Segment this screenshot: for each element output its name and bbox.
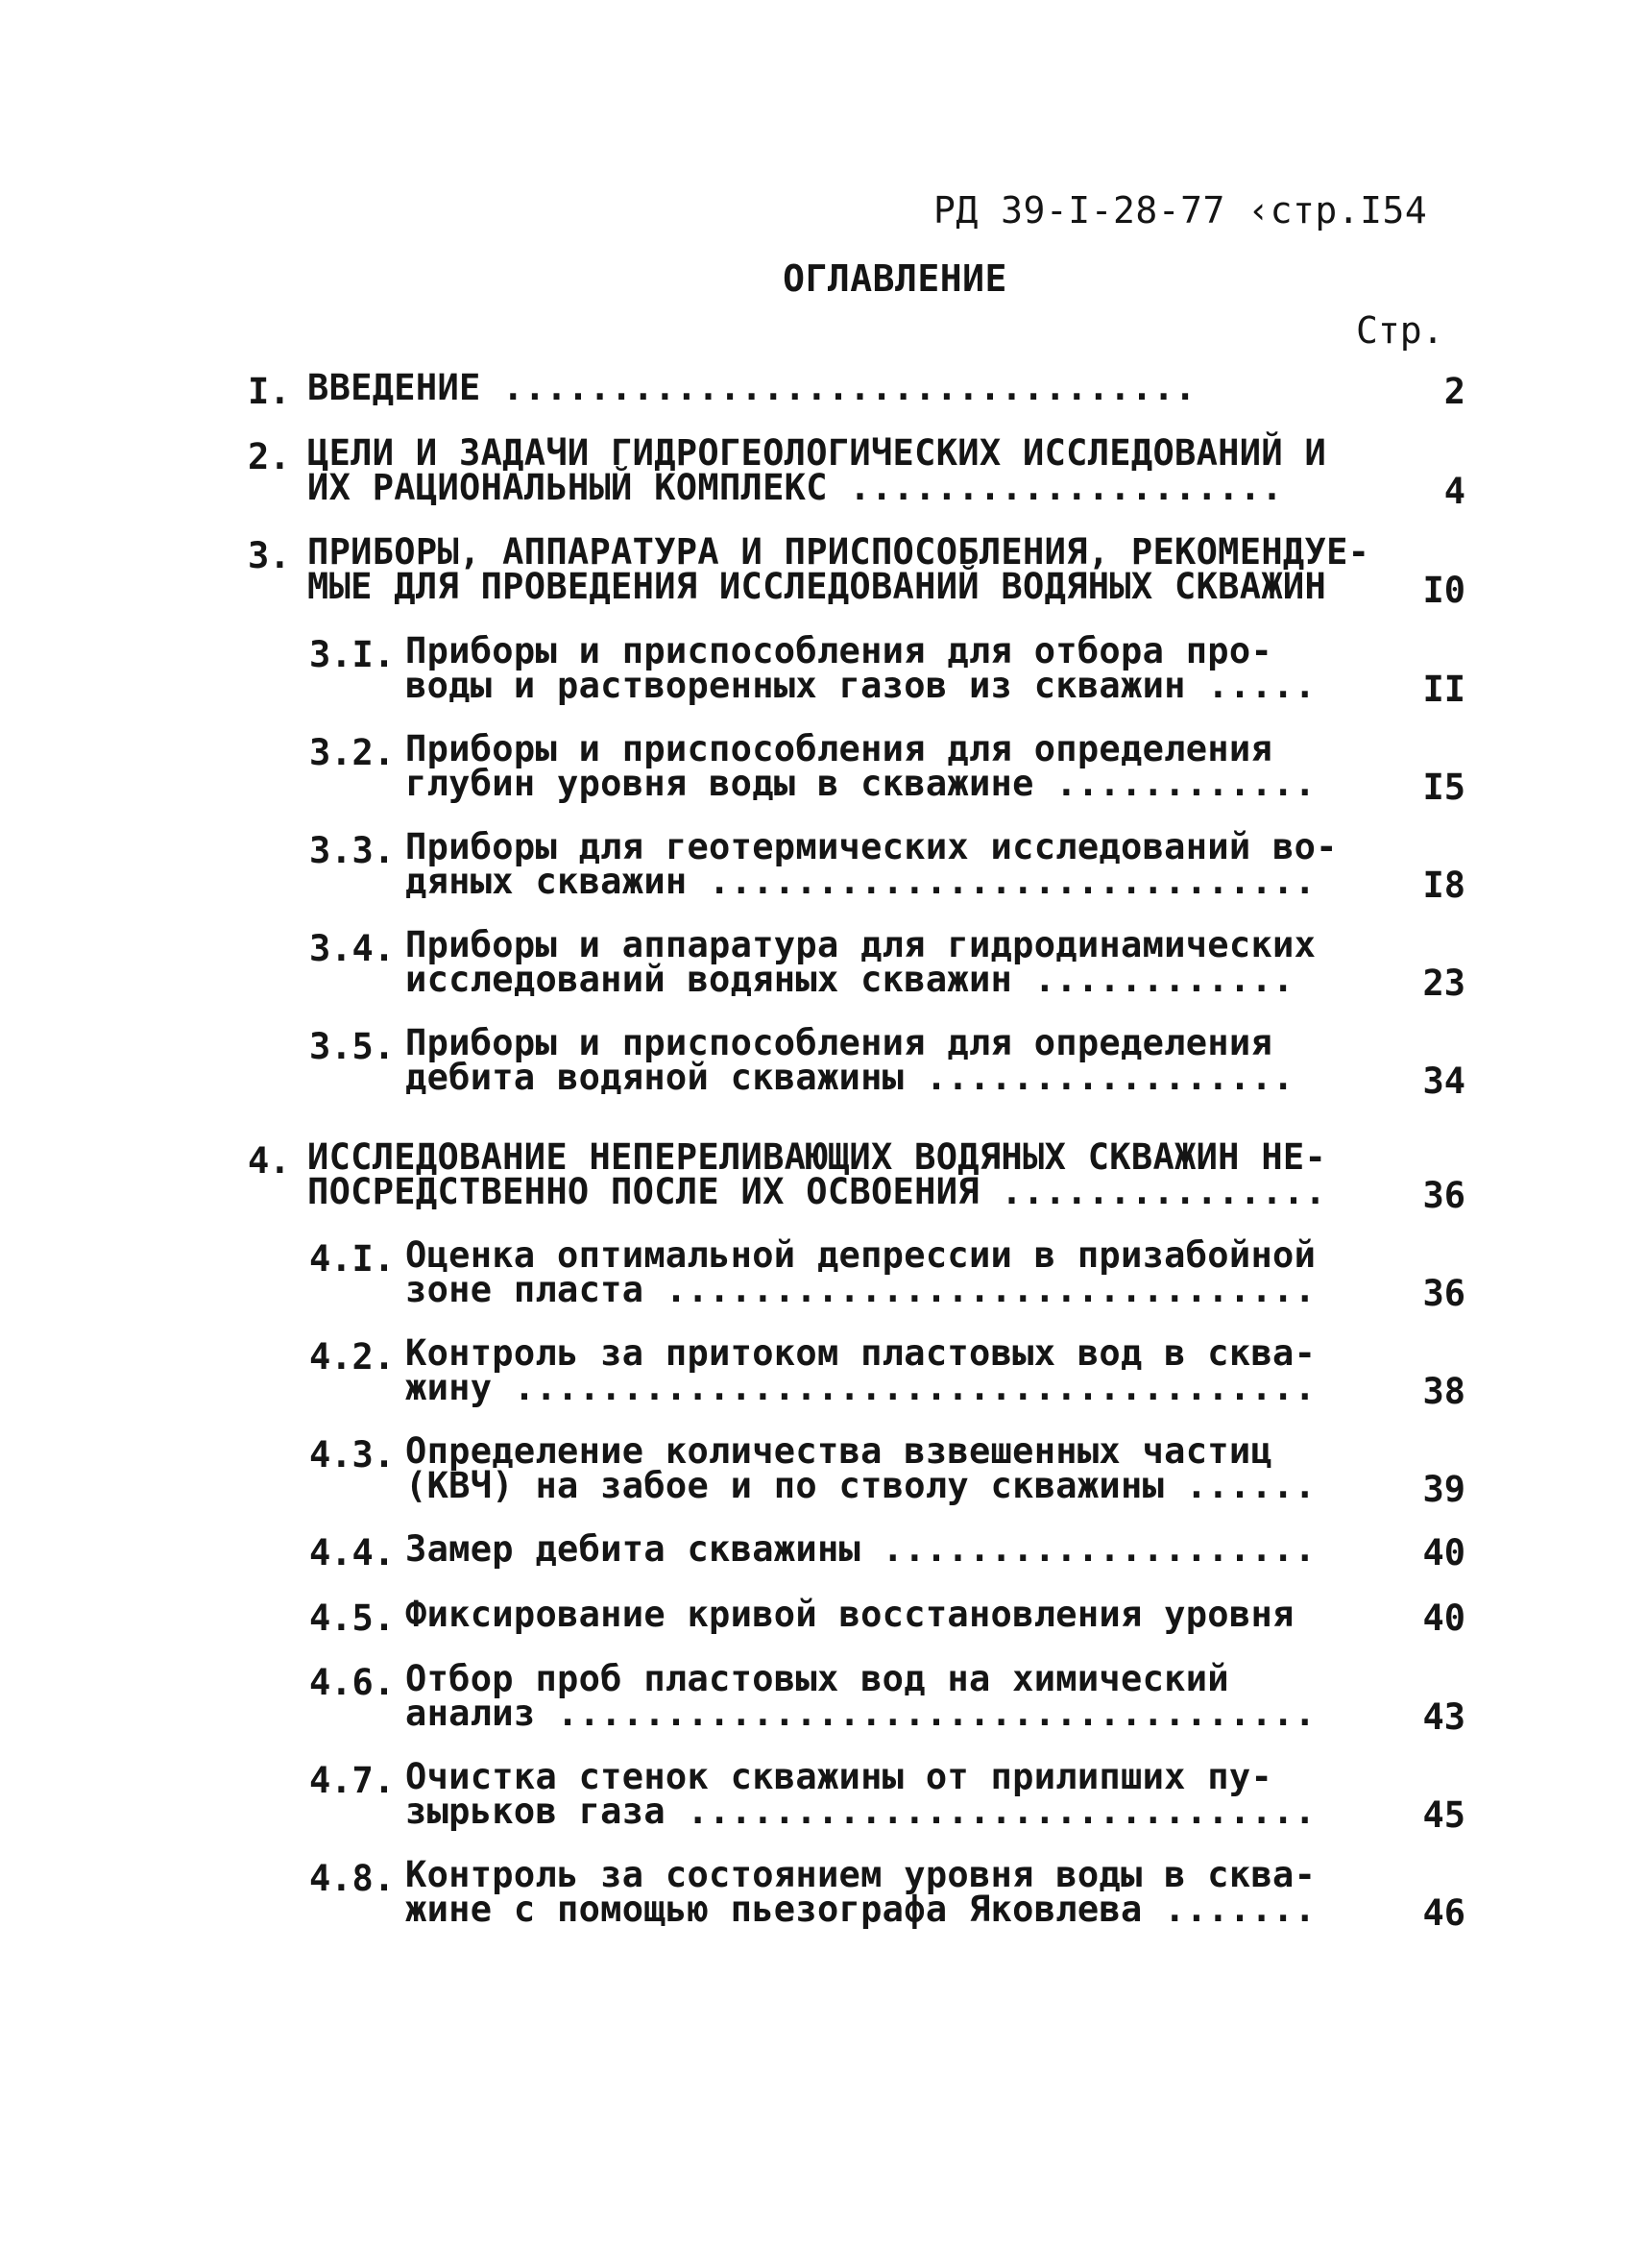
toc-entry-line: Оценка оптимальной депрессии в призабойной (405, 1234, 1317, 1276)
toc-entry-number: 3. (248, 535, 291, 576)
toc-entry-line: ВВЕДЕНИЕ ................................ (307, 367, 1197, 408)
toc-entry-page: 36 (1422, 1273, 1465, 1314)
toc-entry-page: I5 (1422, 767, 1465, 808)
toc-entry-number: 4.4. (309, 1532, 396, 1573)
toc-entry-page: 34 (1422, 1061, 1465, 1102)
toc-entry-page: 40 (1422, 1532, 1465, 1573)
toc-entry-title (405, 1332, 1317, 1408)
toc-entry-title (307, 531, 1370, 607)
toc-entry-line: Приборы и приспособления для определения (405, 728, 1273, 769)
toc-entry-page: 2 (1443, 371, 1465, 412)
toc-entry-number: 4.2. (309, 1336, 396, 1378)
toc-entry-title (307, 367, 1197, 408)
toc-entry-number: 4.3. (309, 1434, 396, 1475)
toc-entry-line: исследований водяных скважин ............ (405, 959, 1295, 1000)
toc-entry-line: зырьков газа ............................. (405, 1791, 1317, 1832)
toc-entry-line: Приборы для геотермических исследований во- (405, 826, 1338, 867)
toc-entry-page: I0 (1422, 570, 1465, 611)
toc-entry-title (405, 1756, 1317, 1832)
toc-entry-page: 38 (1422, 1371, 1465, 1412)
toc-entry-line: ПРИБОРЫ, АППАРАТУРА И ПРИСПОСОБЛЕНИЯ, РЕКОМЕНДУЕ- (307, 531, 1370, 573)
toc-entry-number: 3.5. (309, 1026, 396, 1067)
toc-entry-line: Приборы и приспособления для определения (405, 1022, 1273, 1063)
toc-entry-number: 3.3. (309, 830, 396, 871)
toc-entry-title (405, 1658, 1317, 1734)
toc-entry-page: 23 (1422, 963, 1465, 1004)
toc-entry-title (307, 432, 1327, 508)
toc-entry-line: зоне пласта .............................. (405, 1269, 1317, 1310)
toc-entry-line: ИССЛЕДОВАНИЕ НЕПЕРЕЛИВАЮЩИХ ВОДЯНЫХ СКВАЖИН НЕ- (307, 1136, 1327, 1178)
toc-entry-number: 4.7. (309, 1760, 396, 1801)
toc-entry-number: 4.8. (309, 1858, 396, 1899)
toc-entry-page: II (1422, 669, 1465, 710)
toc-entry-page: 40 (1422, 1597, 1465, 1639)
toc-entry-number: 3.I. (309, 634, 396, 675)
toc-entry-page: 43 (1422, 1696, 1465, 1738)
toc-entry-title (307, 1136, 1327, 1212)
toc-entry-line: Приборы и приспособления для отбора про- (405, 630, 1273, 671)
toc-entry-line: жине с помощью пьезографа Яковлева ....... (405, 1889, 1317, 1930)
toc-entry-line: ИХ РАЦИОНАЛЬНЫЙ КОМПЛЕКС .................... (307, 467, 1283, 508)
toc-entry-page: 4 (1443, 471, 1465, 512)
toc-entry-line: жину ..................................... (405, 1367, 1317, 1408)
toc-entry-page: 46 (1422, 1892, 1465, 1934)
toc-entry-line: ЦЕЛИ И ЗАДАЧИ ГИДРОГЕОЛОГИЧЕСКИХ ИССЛЕДОВАНИЙ И (307, 432, 1327, 474)
toc-entry-page: 39 (1422, 1469, 1465, 1510)
toc-entry-title (405, 1234, 1317, 1310)
page-title: ОГЛАВЛЕНИЕ (783, 257, 1007, 300)
toc-entry-line: глубин уровня воды в скважине ............ (405, 763, 1317, 804)
toc-entry-page: 36 (1422, 1175, 1465, 1216)
toc-entry-title (405, 924, 1317, 1000)
document-code: РД 39-I-28-77 ‹стр.I54 (933, 189, 1428, 232)
toc-entry-line: анализ ................................... (405, 1693, 1317, 1734)
toc-entry-page: 45 (1422, 1794, 1465, 1836)
toc-entry-title (405, 728, 1317, 804)
toc-entry-line: дяных скважин ............................ (405, 861, 1317, 902)
toc-entry-title (405, 1594, 1295, 1635)
toc-entry-number: 4.6. (309, 1662, 396, 1703)
toc-entry-page: I8 (1422, 865, 1465, 906)
toc-entry-title (405, 1528, 1317, 1570)
toc-entry-number: 3.4. (309, 928, 396, 969)
toc-entry-line: (КВЧ) на забое и по стволу скважины ...... (405, 1465, 1317, 1506)
toc-entry-line: Отбор проб пластовых вод на химический (405, 1658, 1229, 1699)
toc-entry-title (405, 1022, 1295, 1098)
toc-entry-line: Фиксирование кривой восстановления уровня (405, 1594, 1295, 1635)
toc-entry-number: 4. (248, 1140, 291, 1182)
toc-entry-title (405, 826, 1338, 902)
toc-entry-number: 3.2. (309, 732, 396, 773)
toc-entry-line: дебита водяной скважины ................. (405, 1057, 1295, 1098)
toc-entry-line: воды и растворенных газов из скважин ..... (405, 665, 1317, 706)
toc-entry-number: 4.I. (309, 1238, 396, 1280)
toc-entry-line: Контроль за состоянием уровня воды в сква- (405, 1854, 1317, 1895)
toc-entry-number: 4.5. (309, 1597, 396, 1639)
toc-entry-line: Определение количества взвешенных частиц (405, 1430, 1273, 1472)
toc-entry-line: Приборы и аппаратура для гидродинамических (405, 924, 1317, 965)
toc-entry-line: Замер дебита скважины .................... (405, 1528, 1317, 1570)
toc-entry-title (405, 1430, 1317, 1506)
toc-entry-line: ПОСРЕДСТВЕННО ПОСЛЕ ИХ ОСВОЕНИЯ ............... (307, 1171, 1327, 1212)
toc-entry-number: I. (248, 371, 291, 412)
toc-entry-line: МЫЕ ДЛЯ ПРОВЕДЕНИЯ ИССЛЕДОВАНИЙ ВОДЯНЫХ СКВАЖИН (307, 566, 1327, 607)
toc-entry-line: Контроль за притоком пластовых вод в сква- (405, 1332, 1317, 1374)
toc-entry-number: 2. (248, 436, 291, 477)
toc-entry-title (405, 1854, 1317, 1930)
toc-entry-title (405, 630, 1317, 706)
page-column-label: Стр. (1356, 309, 1444, 352)
toc-entry-line: Очистка стенок скважины от прилипших пу- (405, 1756, 1273, 1797)
